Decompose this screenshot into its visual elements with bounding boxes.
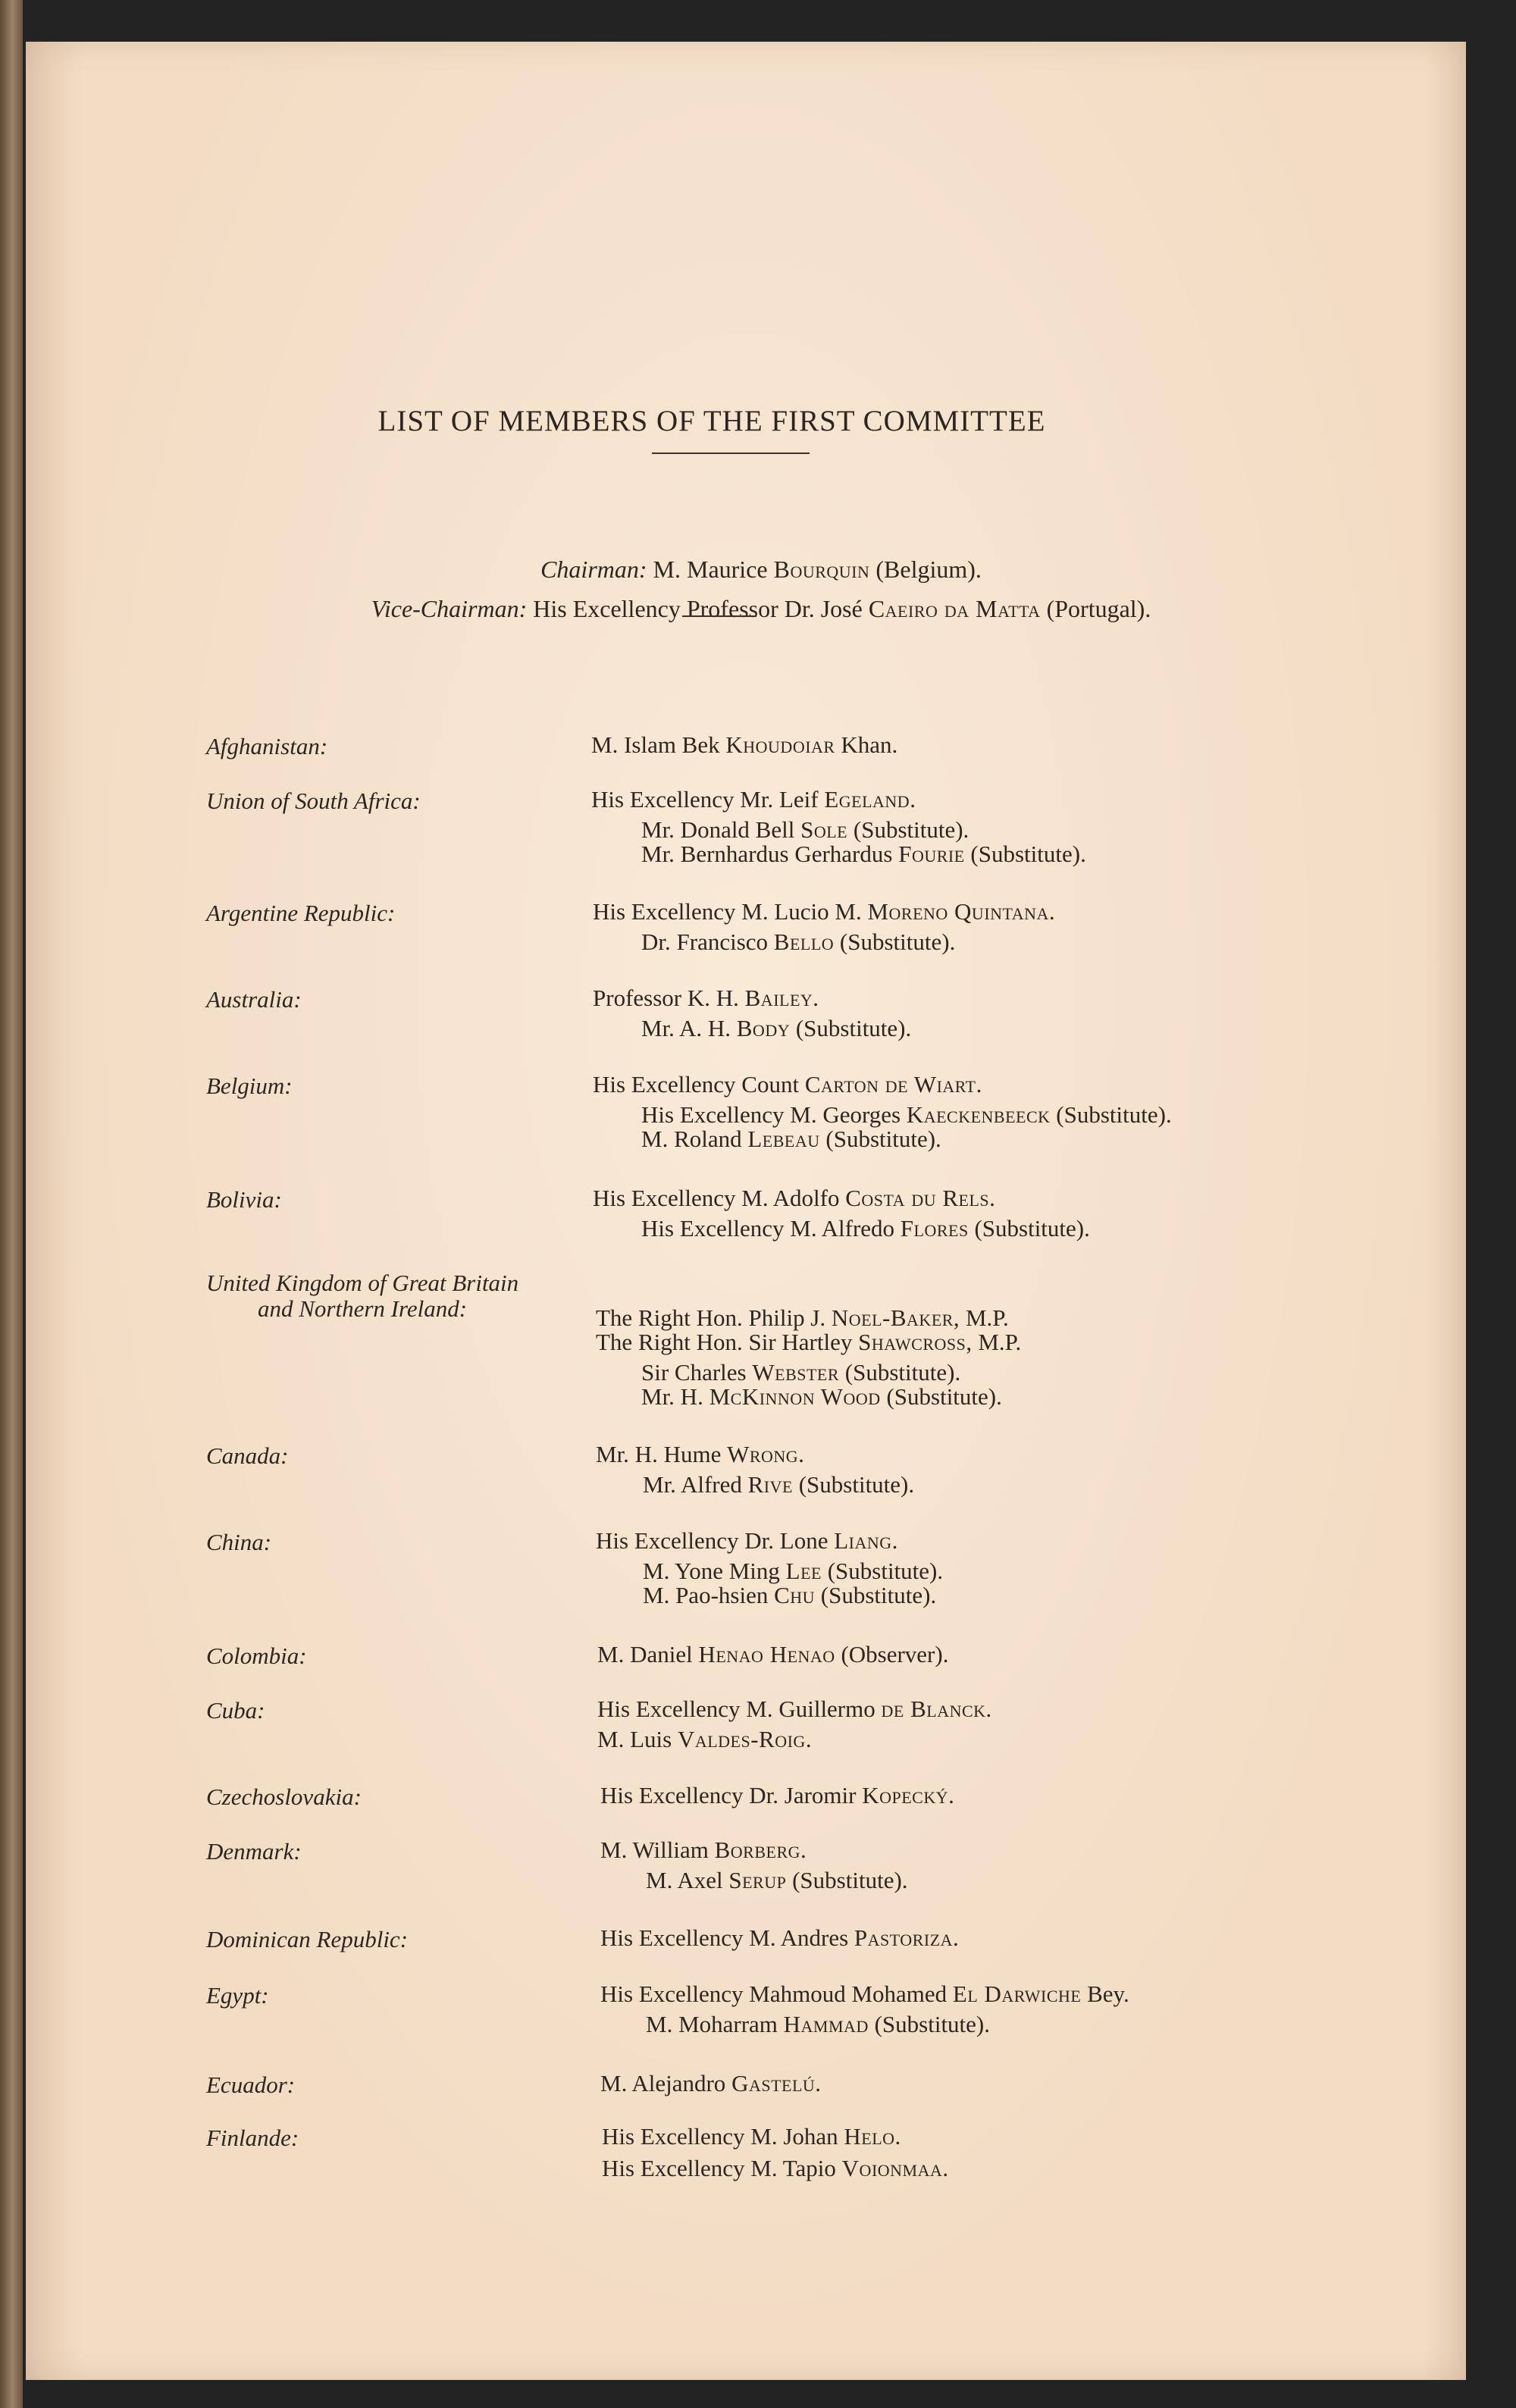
country-label: Australia: — [206, 986, 302, 1013]
member-line: His Excellency M. Guillermo de Blanck. — [597, 1696, 992, 1722]
vice-chairman-line — [26, 589, 1496, 628]
country-label: Canada: — [206, 1442, 289, 1469]
member-line: His Excellency M. Johan Helo. — [602, 2123, 901, 2150]
member-line: His Excellency M. Georges Kaeckenbeeck (Substitute). — [641, 1101, 1172, 1128]
country-label: Bolivia: — [206, 1186, 282, 1213]
country-label: China: — [206, 1529, 272, 1555]
country-label: Denmark: — [206, 1838, 302, 1865]
member-line: M. Islam Bek Khoudoiar Khan. — [591, 731, 898, 758]
member-line: Mr. Bernhardus Gerhardus Fourie (Substitute). — [641, 841, 1086, 867]
country-label: United Kingdom of Great Britain and Northern Ireland: — [206, 1270, 519, 1322]
chairman-surname: Bourquin — [773, 556, 870, 583]
country-label: Belgium: — [206, 1072, 293, 1099]
member-line: M. Roland Lebeau (Substitute). — [641, 1126, 941, 1152]
member-line: Professor K. H. Bailey. — [593, 985, 819, 1011]
member-line: His Excellency Count Carton de Wiart. — [593, 1071, 982, 1098]
member-line: Mr. A. H. Body (Substitute). — [641, 1015, 912, 1041]
member-line: Mr. H. McKinnon Wood (Substitute). — [641, 1383, 1002, 1410]
member-line: His Excellency Mahmoud Mohamed El Darwiche Bey. — [600, 1981, 1129, 2007]
country-label: Argentine Republic: — [206, 900, 396, 926]
member-line: His Excellency M. Alfredo Flores (Substitute). — [641, 1215, 1090, 1242]
country-label: Finlande: — [206, 2125, 299, 2151]
country-label: Afghanistan: — [206, 733, 328, 759]
chairman-name-pre: M. Maurice — [653, 556, 768, 583]
country-label: Egypt: — [206, 1982, 269, 2009]
member-line: M. Yone Ming Lee (Substitute). — [643, 1558, 944, 1584]
country-label: Czechoslovakia: — [206, 1783, 362, 1810]
member-line: Sir Charles Webster (Substitute). — [641, 1359, 961, 1386]
member-line: M. Moharram Hammad (Substitute). — [646, 2011, 991, 2037]
chairman-country: (Belgium). — [875, 556, 982, 583]
title-rule — [652, 452, 810, 454]
country-label: Ecuador: — [206, 2071, 296, 2098]
member-line: His Excellency Dr. Lone Liang. — [596, 1527, 898, 1554]
member-line: Dr. Francisco Bello (Substitute). — [641, 928, 956, 955]
member-line: The Right Hon. Sir Hartley Shawcross, M.P. — [596, 1329, 1022, 1355]
chairman-line — [26, 550, 1496, 589]
country-label: Cuba: — [206, 1697, 265, 1724]
country-label: Dominican Republic: — [206, 1926, 409, 1952]
officers-rule — [682, 615, 756, 617]
country-label: Colombia: — [206, 1642, 307, 1669]
member-line: M. Axel Serup (Substitute). — [646, 1867, 908, 1893]
member-line: Mr. H. Hume Wrong. — [596, 1441, 805, 1467]
member-line: The Right Hon. Philip J. Noel-Baker, M.P. — [596, 1304, 1009, 1331]
committee-officers — [26, 550, 1496, 628]
member-line: M. Pao-hsien Chu (Substitute). — [643, 1582, 937, 1608]
vice-chairman-label: Vice-Chairman: — [371, 595, 528, 622]
member-line: His Excellency Dr. Jaromir Kopecký. — [600, 1782, 955, 1808]
member-line: His Excellency M. Lucio M. Moreno Quintana. — [593, 898, 1056, 925]
chairman-label: Chairman: — [540, 556, 647, 583]
member-line: His Excellency M. Andres Pastoriza. — [600, 1924, 960, 1951]
page-title: LIST OF MEMBERS OF THE FIRST COMMITTEE — [377, 405, 1046, 437]
member-line: M. Alejandro Gastelú. — [600, 2070, 822, 2096]
vice-chairman-surname: Caeiro da Matta — [868, 595, 1041, 622]
country-label: Union of South Africa: — [206, 788, 421, 814]
member-line: His Excellency M. Adolfo Costa du Rels. — [593, 1185, 996, 1211]
document-page — [26, 42, 1466, 2380]
facing-page-edge — [0, 0, 23, 2408]
vice-chairman-country: (Portugal). — [1046, 595, 1151, 622]
member-line: His Excellency Mr. Leif Egeland. — [591, 786, 916, 813]
member-line: M. William Borberg. — [600, 1837, 807, 1863]
member-line: M. Daniel Henao Henao (Observer). — [597, 1641, 949, 1667]
member-line: Mr. Alfred Rive (Substitute). — [643, 1471, 915, 1498]
member-line: His Excellency M. Tapio Voionmaa. — [602, 2155, 949, 2181]
vice-chairman-name-pre: His Excellency Professor Dr. José — [533, 595, 863, 622]
member-line: Mr. Donald Bell Sole (Substitute). — [641, 816, 969, 843]
member-line: M. Luis Valdes-Roig. — [597, 1726, 813, 1752]
